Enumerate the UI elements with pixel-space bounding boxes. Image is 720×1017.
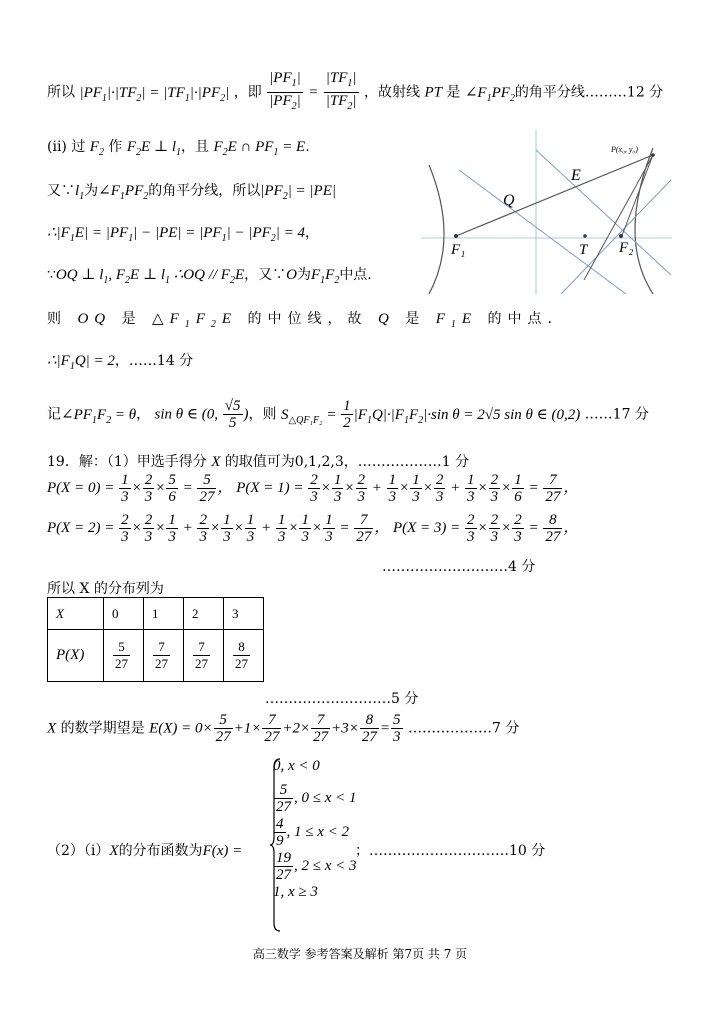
line-parallel: ∵OQ ⊥ $l_1$, $F_2E$ ⊥ $l_1$ ∴OQ // $F_2E$，又∵O为$F_1F_2$中点. [47, 267, 372, 286]
table-header: 3 [224, 598, 264, 630]
label-f1: F₁ [451, 242, 466, 258]
table-cell: $\frac{7}{27}$ [184, 630, 224, 682]
case-2: $\frac{4}{9}$ , 1 ≤ x < 2 [276, 816, 350, 849]
prob-line-2: P(X = 2) = $\frac{2}{3}$ × $\frac{2}{3}$ × $\frac{1}{3}$ + $\frac{2}{3}$ × $\frac{1}{3}$ × $\frac{1}{3}$ + $\frac{1}{3}$ × $\frac{1}{3}$ × $\frac{1}{3}$ = $\frac{7}{27}$ ， P(X = 3) = $\frac{2}{3}$ × $\frac{2}{3}$ × $\frac{2}{3}$ = $\frac{8}{27}$ ， [47, 512, 579, 545]
score-4: ………………………4 分 [382, 559, 536, 575]
distribution-function-line: （2）（i）X的分布函数为F(x) = [47, 843, 243, 859]
hyperbola-figure [421, 130, 672, 294]
label-f2: F₂ [619, 240, 634, 256]
label-q: Q [503, 192, 515, 209]
line-midline: 则 OQ 是 $\triangle F_1F_2E$ 的中位线，故 Q 是 $F_1E$ 的中点. [47, 311, 558, 330]
dist-title: 所以 X 的分布列为 [47, 581, 164, 597]
table-header: X [48, 598, 104, 630]
score-5: ………………………5 分 [265, 691, 419, 707]
line-perpendicular: (ii) 过 $F_2$ 作 $F_2E$ ⊥ $l_1$，且 $F_2E$ ∩ $PF_1 = E$. [47, 139, 310, 158]
case-4: 1, x ≥ 3 [273, 884, 318, 900]
piecewise-cases [273, 758, 357, 904]
table-cell: $\frac{8}{27}$ [224, 630, 264, 682]
problem-19: 19．解：（1）甲选手得分 X 的取值可为0,1,2,3，………………1 分 [47, 454, 470, 470]
distribution-table [47, 597, 264, 682]
label-t: T [579, 242, 588, 258]
table-header: 2 [184, 598, 224, 630]
page-footer: 高三数学 参考答案及解析 第7页 共 7 页 [252, 947, 468, 961]
line-area: 记$\angle PF_1F_2 = \theta$， sin θ ∈ (0, $\frac{√5}{5}$ )，则 $S_{\triangle QF_1F_2}$ = $\frac{1}{2}$ $|F_1Q|\cdot|F_1F_2|\cdot\sin$ θ = 2√5 sin θ ∈ (0,2) ……17 分 [47, 398, 649, 431]
case-3: $\frac{19}{27}$ , 2 ≤ x < 3 [276, 850, 357, 883]
label-p: P(x₀, y₀) [611, 145, 638, 154]
line-angle-bisector: 所以 $|PF_1|\cdot|TF_2| = |TF_1|\cdot|PF_2|$ ，即 $\frac{|PF_1|}{|PF_2|}$ = $\frac{|TF_1|}{|TF_2|}$ ，故射线 PT 是 $\angle F_1PF_2$的角平分线………12 分 [47, 70, 664, 112]
expectation-line: X 的数学期望是 E(X) = 0× $\frac{5}{27}$ +1× $\frac{7}{27}$ +2× $\frac{7}{27}$ +3× $\frac{8}{27}$ = $\frac{5}{3}$ ………………7 分 [47, 712, 520, 745]
case-0: 0, x < 0 [273, 758, 320, 774]
prob-line-1: P(X = 0) = $\frac{1}{3}$ × $\frac{2}{3}$ × $\frac{5}{6}$ = $\frac{5}{27}$ ， P(X = 1) = $\frac{2}{3}$ × $\frac{1}{3}$ × $\frac{2}{3}$ + $\frac{1}{3}$ × $\frac{1}{3}$ × $\frac{2}{3}$ + $\frac{1}{3}$ × $\frac{2}{3}$ × $\frac{1}{6}$ = $\frac{7}{27}$ ， [47, 472, 579, 505]
line-f1e: $\therefore|F_1E| = |PF_1| - |PE| = |PF_1| - |PF_2| = 4$， [47, 225, 320, 244]
score-10: ；…………………………10 分 [355, 843, 546, 859]
label-e: E [571, 167, 581, 184]
line-f1q: $\therefore|F_1Q| = 2$，……14 分 [47, 353, 194, 372]
table-row-label: P(X) [48, 630, 104, 682]
line-bisector-note: 又$\because l_1$为$\angle F_1PF_2$的角平分线，所以$|PF_2| = |PE|$ [47, 183, 337, 202]
case-1: $\frac{5}{27}$ , 0 ≤ x < 1 [276, 782, 357, 815]
table-cell: $\frac{5}{27}$ [104, 630, 144, 682]
table-header: 0 [104, 598, 144, 630]
table-cell: $\frac{7}{27}$ [144, 630, 184, 682]
table-header: 1 [144, 598, 184, 630]
